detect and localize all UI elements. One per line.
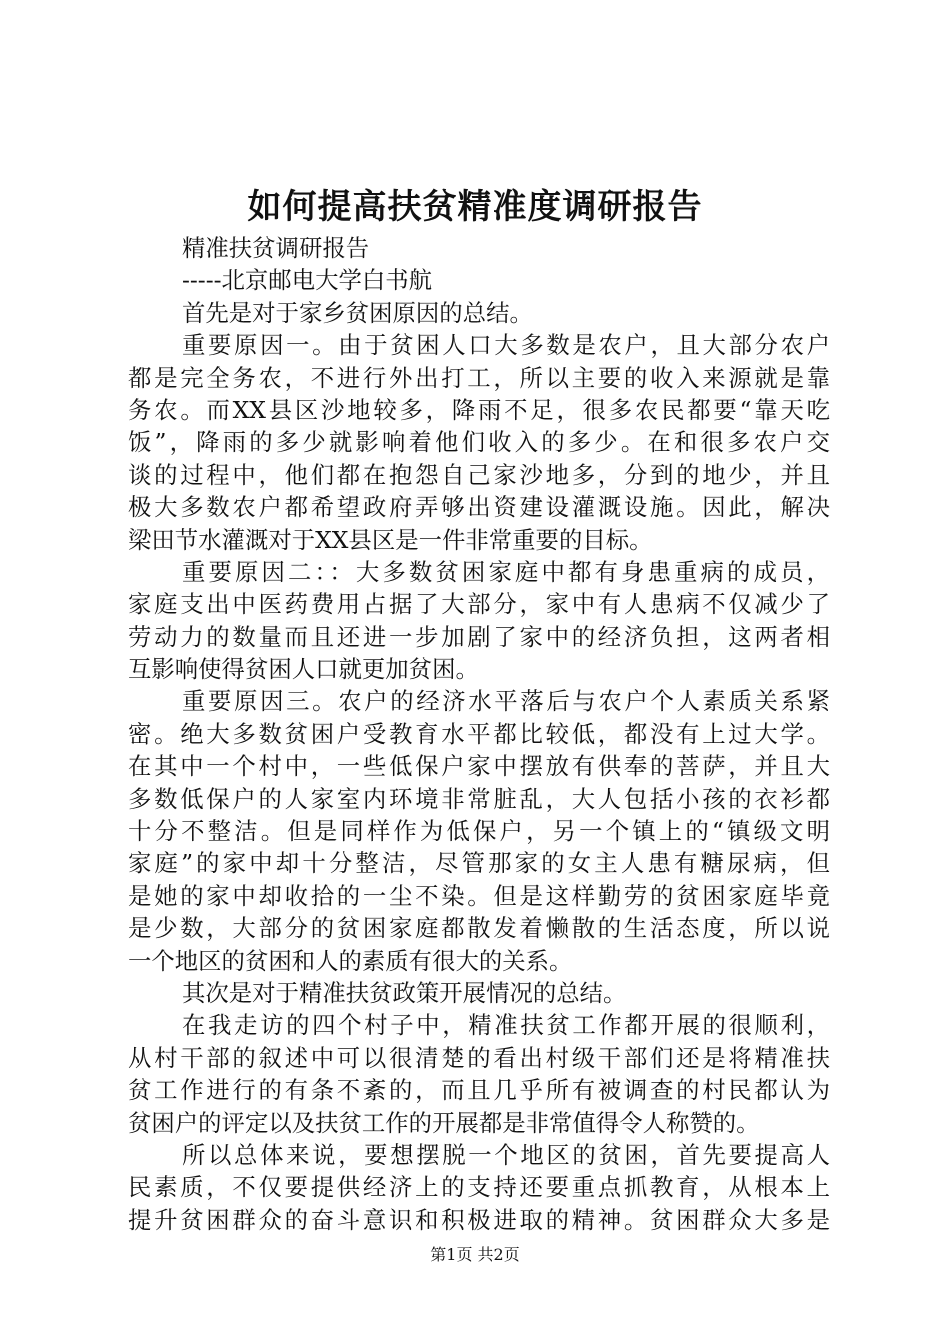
body-line: 从村干部的叙述中可以很清楚的看出村级干部们还是将精准扶 xyxy=(128,1043,830,1072)
body-line: 家庭”的家中却十分整洁，尽管那家的女主人患有糖尿病，但 xyxy=(128,849,830,878)
body-line: -----北京邮电大学白书航 xyxy=(182,266,433,295)
body-line: 务农。而XX县区沙地较多，降雨不足，很多农民都要“靠天吃 xyxy=(128,395,830,424)
body-line: 民素质，不仅要提供经济上的支持还要重点抓教育，从根本上 xyxy=(128,1173,830,1202)
body-line: 精准扶贫调研报告 xyxy=(182,234,370,262)
body-line: 贫困户的评定以及扶贫工作的开展都是非常值得令人称赞的。 xyxy=(128,1108,760,1137)
body-line: 一个地区的贫困和人的素质有很大的关系。 xyxy=(128,946,573,975)
body-line: 家庭支出中医药费用占据了大部分，家中有人患病不仅减少了 xyxy=(128,590,830,619)
body-line: 贫工作进行的有条不紊的，而且几乎所有被调查的村民都认为 xyxy=(128,1076,830,1105)
body-line: 多数低保户的人家室内环境非常脏乱，大人包括小孩的衣衫都 xyxy=(128,784,830,813)
body-line: 其次是对于精准扶贫政策开展情况的总结。 xyxy=(182,978,627,1007)
body-line: 重要原因一。由于贫困人口大多数是农户，且大部分农户 xyxy=(182,331,830,360)
body-line: 是她的家中却收拾的一尘不染。但是这样勤劳的贫困家庭毕竟 xyxy=(128,881,830,910)
body-line: 互影响使得贫困人口就更加贫困。 xyxy=(128,655,479,684)
body-line: 都是完全务农，不进行外出打工，所以主要的收入来源就是靠 xyxy=(128,363,830,392)
body-line: 在其中一个村中，一些低保户家中摆放有供奉的菩萨，并且大 xyxy=(128,752,830,781)
document-title: 如何提高扶贫精准度调研报告 xyxy=(247,187,703,227)
body-line: 首先是对于家乡贫困原因的总结。 xyxy=(182,298,533,327)
body-line: 重要原因二：：大多数贫困家庭中都有身患重病的成员， xyxy=(182,557,830,586)
document-body xyxy=(128,232,830,1236)
body-line: 重要原因三。农户的经济水平落后与农户个人素质关系紧 xyxy=(182,687,830,716)
body-line: 劳动力的数量而且还进一步加剧了家中的经济负担，这两者相 xyxy=(128,622,830,651)
body-line: 梁田节水灌溉对于XX县区是一件非常重要的目标。 xyxy=(128,525,653,554)
body-line: 提升贫困群众的奋斗意识和积极进取的精神。贫困群众大多是 xyxy=(128,1205,830,1234)
body-line: 极大多数农户都希望政府弄够出资建设灌溉设施。因此，解决 xyxy=(128,493,830,522)
body-line: 是少数，大部分的贫困家庭都散发着懒散的生活态度，所以说 xyxy=(128,914,830,943)
body-line: 密。绝大多数贫困户受教育水平都比较低，都没有上过大学。 xyxy=(128,719,830,748)
body-line: 谈的过程中，他们都在抱怨自己家沙地多，分到的地少，并且 xyxy=(128,460,830,489)
page-number-footer: 第1页 共2页 xyxy=(430,1245,520,1264)
body-line: 所以总体来说，要想摆脱一个地区的贫困，首先要提高人 xyxy=(182,1140,830,1169)
body-line: 在我走访的四个村子中，精准扶贫工作都开展的很顺利， xyxy=(182,1011,830,1040)
body-line: 十分不整洁。但是同样作为低保户，另一个镇上的“镇级文明 xyxy=(128,817,830,846)
body-line: 饭”，降雨的多少就影响着他们收入的多少。在和很多农户交 xyxy=(128,428,830,457)
